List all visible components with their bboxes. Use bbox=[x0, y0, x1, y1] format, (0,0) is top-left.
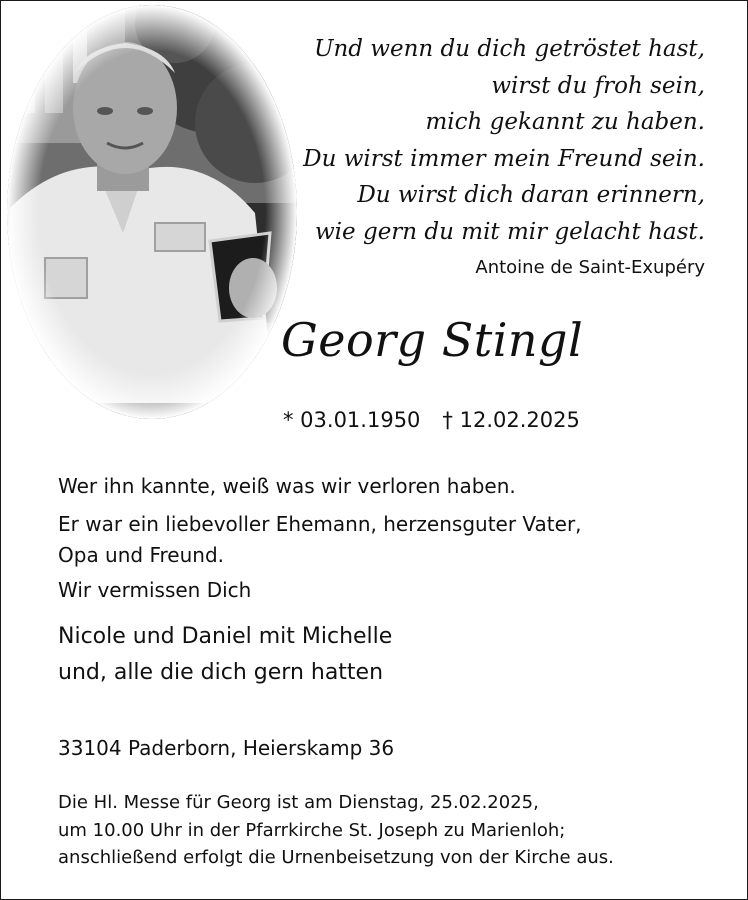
poem-line: mich gekannt zu haben. bbox=[425, 109, 705, 135]
tribute-line: Wir vermissen Dich bbox=[58, 578, 252, 602]
mourners-line: Nicole und Daniel mit Michelle bbox=[58, 624, 393, 649]
tribute-line: Er war ein liebevoller Ehemann, herzensguter Vater, bbox=[58, 512, 582, 536]
poem-author: Antoine de Saint-Exupéry bbox=[475, 257, 705, 278]
poem-line: Und wenn du dich getröstet hast, bbox=[314, 36, 705, 62]
service-line: Die Hl. Messe für Georg ist am Dienstag, 25.02.2025, bbox=[58, 792, 539, 813]
poem-line: Du wirst dich daran erinnern, bbox=[357, 182, 705, 208]
service-info bbox=[58, 789, 614, 872]
tribute-paragraph bbox=[58, 509, 582, 571]
life-dates bbox=[283, 408, 580, 432]
mourners-line: und, alle die dich gern hatten bbox=[58, 660, 384, 685]
portrait-photo bbox=[5, 3, 299, 421]
address: 33104 Paderborn, Heierskamp 36 bbox=[58, 736, 395, 760]
deceased-name: Georg Stingl bbox=[281, 313, 584, 367]
service-line: anschließend erfolgt die Urnenbeisetzung von der Kirche aus. bbox=[58, 847, 614, 868]
birth-date: * 03.01.1950 bbox=[283, 408, 421, 432]
tribute-line: Opa und Freund. bbox=[58, 543, 224, 567]
mourners bbox=[58, 619, 392, 691]
poem bbox=[285, 31, 705, 250]
tribute-line: Wer ihn kannte, weiß was wir verloren haben. bbox=[58, 474, 516, 498]
service-line: um 10.00 Uhr in der Pfarrkirche St. Joseph zu Marienloh; bbox=[58, 819, 566, 841]
poem-line: wie gern du mit mir gelacht hast. bbox=[315, 218, 705, 245]
poem-line: wirst du froh sein, bbox=[491, 72, 705, 99]
portrait-illustration bbox=[5, 3, 299, 421]
poem-line: Du wirst immer mein Freund sein. bbox=[303, 145, 705, 172]
death-date: † 12.02.2025 bbox=[442, 408, 580, 432]
